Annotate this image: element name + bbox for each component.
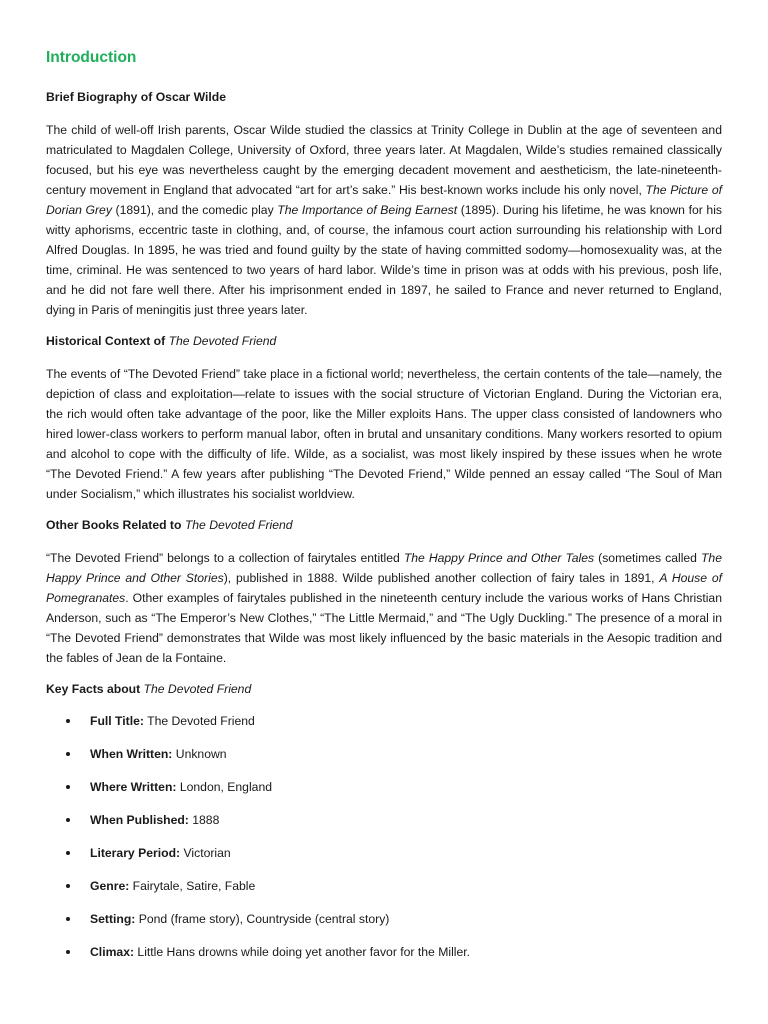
fact-label: Full Title: — [90, 714, 144, 728]
other-books-italic-pomegranates: A House of Pomegranates — [46, 571, 723, 605]
fact-value: Victorian — [180, 846, 231, 860]
bullet-icon — [66, 851, 70, 855]
other-books-title-prefix: Other Books Related to — [46, 518, 185, 532]
other-books-italic-happy-prince-tales: The Happy Prince and Other Tales — [403, 551, 595, 565]
historical-title-italic: The Devoted Friend — [168, 334, 277, 348]
historical-context-paragraph: The events of “The Devoted Friend” take place in a fictional world; nevertheless, the certain contents of the tale—namely, the depiction of class and exploitation—relate to issues with the social structure of Victorian England. During the Victorian era, the rich would often take advantage of the poor, like the Miller exploits Hans. The upper class consisted of landowners who hired lower-class workers to perform manual labor, often in brutal and unsanitary conditions. Many workers resorted to opium and alcohol to cope with the difficulty of life. Wilde, as a socialist, was most likely inspired by these issues when he wrote “The Devoted Friend.” A few years after publishing “The Devoted Friend,” Wilde penned an essay called “The Soul of Man under Socialism,” which illustrates his socialist worldview. — [46, 367, 722, 501]
list-item — [46, 745, 722, 763]
other-books-text-3: ), published in 1888. Wilde published another collection of fairy tales in 1891, — [223, 571, 660, 585]
fact-value: Unknown — [172, 747, 227, 761]
key-facts-list — [46, 712, 722, 961]
fact-label: Where Written: — [90, 780, 177, 794]
bullet-icon — [66, 719, 70, 723]
biography-italic-dorian-grey: The Picture of Dorian Grey — [46, 183, 722, 217]
bullet-icon — [66, 950, 70, 954]
key-facts-title-italic: The Devoted Friend — [143, 682, 252, 696]
other-books-paragraph — [46, 548, 722, 668]
key-facts-title — [46, 680, 722, 698]
fact-value: Little Hans drowns while doing yet another favor for the Miller. — [134, 945, 471, 959]
fact-value: Fairytale, Satire, Fable — [129, 879, 256, 893]
list-item — [46, 943, 722, 961]
fact-label: When Written: — [90, 747, 173, 761]
fact-value: 1888 — [188, 813, 220, 827]
biography-text-1: The child of well-off Irish parents, Oscar Wilde studied the classics at Trinity College in Dublin at the age of seventeen and matriculated to Magdalen College, University of Oxford, three years later. At Magdalen, Wilde’s studies remained classically focused, but his eye was nevertheless caught by the emerging decadent movement and aestheticism, the late-nineteenth-century movement in England that advocated “art for art’s sake.” His best-known works include his only novel, — [46, 123, 722, 197]
fact-label: Genre: — [90, 879, 130, 893]
other-books-title — [46, 516, 722, 534]
bullet-icon — [66, 818, 70, 822]
bullet-icon — [66, 917, 70, 921]
other-books-text-2: (sometimes called — [594, 551, 701, 565]
biography-title: Brief Biography of Oscar Wilde — [46, 90, 227, 104]
list-item — [46, 844, 722, 862]
section-heading-introduction: Introduction — [46, 49, 137, 66]
other-books-text-1: “The Devoted Friend” belongs to a collection of fairytales entitled — [46, 551, 404, 565]
biography-paragraph — [46, 120, 722, 320]
historical-context-title — [46, 332, 722, 350]
fact-value: Pond (frame story), Countryside (central story) — [135, 912, 390, 926]
bullet-icon — [66, 884, 70, 888]
biography-italic-earnest: The Importance of Being Earnest — [277, 203, 458, 217]
list-item — [46, 910, 722, 928]
bullet-icon — [66, 752, 70, 756]
biography-text-2: (1891), and the comedic play — [111, 203, 278, 217]
biography-text-3: (1895). During his lifetime, he was known for his witty aphorisms, eccentric taste in clothing, and, of course, the infamous court action surrounding his relationship with Lord Alfred Douglas. In 1895, he was tried and found guilty by the state of having committed sodomy—homosexuality was, at the time, criminal. He was sentenced to two years of hard labor. Wilde’s time in prison was at odds with his previous, posh life, and he did not fare well there. After his imprisonment ended in 1897, he sailed to France and never returned to England, dying in Paris of meningitis just three years later. — [46, 203, 722, 317]
fact-label: Climax: — [90, 945, 135, 959]
key-facts-title-prefix: Key Facts about — [46, 682, 144, 696]
fact-value: London, England — [176, 780, 273, 794]
fact-value: The Devoted Friend — [143, 714, 255, 728]
historical-title-prefix: Historical Context of — [46, 334, 169, 348]
list-item — [46, 778, 722, 796]
fact-label: Setting: — [90, 912, 136, 926]
bullet-icon — [66, 785, 70, 789]
list-item — [46, 811, 722, 829]
fact-label: When Published: — [90, 813, 189, 827]
list-item — [46, 877, 722, 895]
other-books-text-4: . Other examples of fairytales published in the nineteenth century include the various works of Hans Christian Anderson, such as “The Emperor’s New Clothes,” “The Little Mermaid,” and “The Ugly Duckling.” The presence of a moral in “The Devoted Friend” demonstrates that Wilde was most likely influenced by the basic materials in the Aesopic tradition and the fables of Jean de la Fontaine. — [46, 591, 722, 665]
list-item — [46, 712, 722, 730]
fact-label: Literary Period: — [90, 846, 181, 860]
other-books-title-italic: The Devoted Friend — [184, 518, 293, 532]
other-books-italic-happy-prince-stories: The Happy Prince and Other Stories — [46, 551, 722, 585]
